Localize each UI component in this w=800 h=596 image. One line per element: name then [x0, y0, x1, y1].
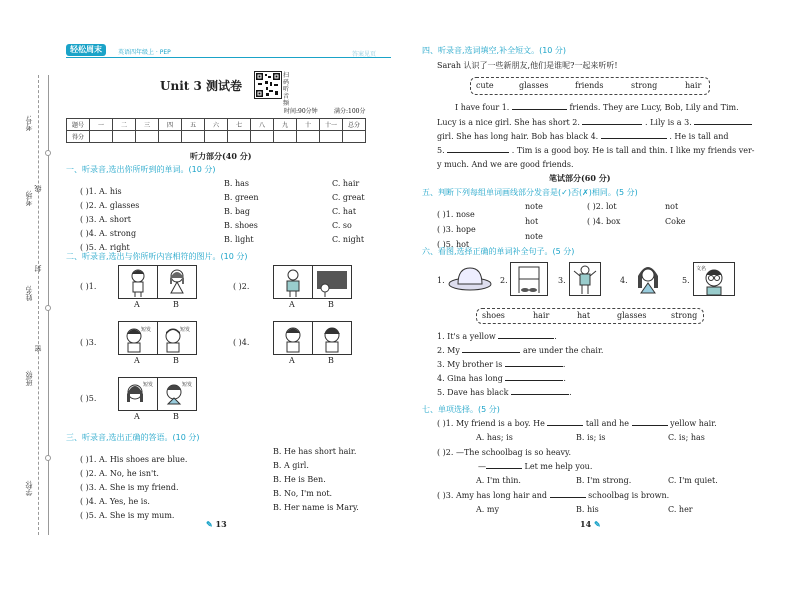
sentence-text: .	[563, 374, 566, 383]
score-input-cell[interactable]	[113, 131, 136, 143]
leaf-icon: ✎	[593, 519, 601, 529]
passage-line-2	[437, 118, 752, 127]
label-name: 姓名:	[25, 285, 33, 302]
question-text: Let me help you.	[524, 462, 593, 471]
passage-text: I have four 1.	[455, 103, 510, 112]
answer-blank[interactable]	[505, 380, 563, 381]
passage-text: Lucy is a nice girl. She has short 2.	[437, 118, 580, 127]
list-item	[437, 232, 737, 247]
sentence-text: 4. Gina has long	[437, 374, 503, 383]
choice-b[interactable]: B. Her name is Mary.	[273, 503, 359, 512]
hat-icon	[447, 262, 493, 294]
question-choice-a[interactable]: ( )4. A. strong	[80, 229, 137, 238]
compare-word: note	[525, 202, 543, 211]
blank-field-3[interactable]	[694, 124, 752, 125]
word-option: shoes	[482, 311, 505, 320]
qr-pattern	[255, 72, 281, 98]
score-cell: 七	[228, 119, 251, 131]
list-item	[80, 475, 390, 492]
word-option: friends	[575, 81, 604, 90]
answer-blank[interactable]	[498, 338, 554, 339]
picture-5a[interactable]	[118, 377, 158, 411]
section-4-intro: Sarah 认识了一些新朋友,他们是谁呢?一起来听听!	[437, 61, 618, 70]
option-b[interactable]: B. I'm strong.	[576, 476, 632, 485]
sentence-item	[437, 346, 737, 360]
exam-score: 满分:100分	[334, 108, 366, 115]
score-cell: 得分	[67, 131, 90, 143]
page-title: Unit 3 测试卷	[160, 79, 242, 93]
picture-4a[interactable]	[273, 321, 313, 355]
blank-field-2[interactable]	[582, 124, 642, 125]
label-b: B	[328, 300, 334, 309]
choice-b[interactable]: B. He has short hair.	[273, 447, 357, 456]
brand-name: 轻松周末	[70, 45, 102, 54]
strong-boy-icon	[570, 263, 600, 295]
choice-b[interactable]: B. No, I'm not.	[273, 489, 333, 498]
label-a: A	[134, 356, 140, 365]
girl-figure-icon	[158, 266, 196, 298]
passage-text: friends. They are Lucy, Bob, Lily and Tim.	[569, 103, 739, 112]
picture-question-1[interactable]: ( )1.	[80, 282, 97, 291]
answer-blank[interactable]	[632, 425, 668, 426]
compare-word: hot	[525, 217, 539, 226]
label-b: B	[328, 356, 334, 365]
speech-bubble: 短发	[180, 327, 191, 333]
choice-b[interactable]: B. shoes	[224, 221, 258, 230]
brand-logo	[66, 44, 106, 56]
page-number-left	[206, 519, 227, 529]
picture-1b[interactable]	[157, 265, 197, 299]
option-c[interactable]: C. her	[668, 505, 693, 514]
word-option: strong	[631, 81, 658, 90]
choice-c[interactable]: C. night	[332, 235, 365, 244]
pic-num-4: 4.	[620, 276, 628, 285]
binding-dash-line	[38, 75, 39, 535]
question-choice-a[interactable]: ( )1. A. His shoes are blue.	[80, 455, 188, 464]
speech-bubble: 短发	[141, 327, 152, 333]
answer-blank[interactable]	[550, 497, 586, 498]
question-text: yellow hair.	[670, 419, 717, 428]
picture-question-5[interactable]: ( )5.	[80, 394, 97, 403]
label-a: A	[289, 356, 295, 365]
question-choice-a[interactable]: ( )3. A. She is my friend.	[80, 483, 179, 492]
section-4-title: 四、听录音,选词填空,补全短文。(10 分)	[422, 46, 567, 55]
list-item	[80, 503, 390, 520]
speech-bubble: 短发	[143, 382, 154, 388]
choice-b[interactable]: B. He is Ben.	[273, 475, 326, 484]
question-choice-a[interactable]: ( )4. A. Yes, he is.	[80, 497, 150, 506]
answer-blank[interactable]	[505, 366, 563, 367]
qr-code	[254, 71, 282, 99]
strong-picture	[569, 262, 601, 296]
sentence-text: are under the chair.	[522, 346, 604, 355]
list-item	[80, 235, 390, 252]
boy-face-icon	[313, 322, 351, 354]
question-text: ( )3. Amy has long hair and	[437, 491, 548, 500]
score-cell: 十一	[320, 119, 343, 131]
word-option: hair	[685, 81, 702, 90]
compare-word: not	[665, 202, 679, 211]
score-input-cell[interactable]	[251, 131, 274, 143]
list-item	[80, 447, 390, 464]
pic-num-2: 2.	[500, 276, 508, 285]
page-number-right	[580, 519, 601, 529]
label-exam-room: 考场:	[25, 190, 33, 207]
shoes-picture	[510, 262, 548, 296]
judge-item[interactable]: ( )5. hot	[437, 240, 470, 249]
choice-c[interactable]: C. great	[332, 193, 365, 202]
section-3-title: 三、听录音,选出正确的答语。(10 分)	[66, 433, 200, 442]
choice-b[interactable]: B. has	[224, 179, 249, 188]
sentence-item	[437, 388, 737, 402]
binding-hole	[45, 150, 51, 156]
cut-mark-line: 线	[34, 185, 42, 192]
list-item	[80, 221, 390, 238]
glasses-picture	[693, 262, 735, 296]
score-cell: 题号	[67, 119, 90, 131]
score-input-cell[interactable]	[205, 131, 228, 143]
judge-item[interactable]: ( )2. lot	[587, 202, 617, 211]
label-b: B	[173, 412, 179, 421]
judge-item[interactable]: ( )4. box	[587, 217, 621, 226]
compare-word: Coke	[665, 217, 686, 226]
mc-question-1	[437, 419, 717, 428]
question-text: schoolbag is brown.	[588, 491, 670, 500]
section-6-sentences	[437, 332, 737, 402]
label-a: A	[134, 412, 140, 421]
list-item	[437, 202, 737, 217]
score-input-cell[interactable]	[320, 131, 343, 143]
section-1-title: 一、听录音,选出你所听到的单词。(10 分)	[66, 165, 216, 174]
chair-shoes-icon	[511, 263, 547, 295]
mc-options-3	[476, 505, 736, 517]
compare-word: note	[525, 232, 543, 241]
label-a: A	[289, 300, 295, 309]
option-c[interactable]: C. I'm quiet.	[668, 476, 718, 485]
leaf-icon: ✎	[206, 519, 213, 529]
page-number: 13	[215, 519, 227, 529]
score-cell: 五	[182, 119, 205, 131]
speech-bubble: 短发	[182, 382, 193, 388]
score-cell: 十	[297, 119, 320, 131]
picture-2a[interactable]	[273, 265, 313, 299]
section-7-title: 七、单项选择。(5 分)	[422, 405, 500, 414]
passage-text: 5.	[437, 146, 445, 155]
girl-long-hair-icon	[631, 262, 665, 294]
written-part-title: 笔试部分(60 分)	[549, 173, 611, 183]
blank-field-4[interactable]	[601, 138, 667, 139]
score-input-cell[interactable]	[228, 131, 251, 143]
question-choice-a[interactable]: ( )5. A. She is my mum.	[80, 511, 175, 520]
sentence-text: 3. My brother is	[437, 360, 503, 369]
blank-field-1[interactable]	[512, 109, 567, 110]
answer-blank[interactable]	[462, 352, 520, 353]
choice-c[interactable]: C. so	[332, 221, 352, 230]
word-option: cute	[476, 81, 494, 90]
sentence-text: .	[569, 388, 572, 397]
question-choice-a[interactable]: ( )5. A. right	[80, 243, 130, 252]
score-cell: 三	[136, 119, 159, 131]
judge-item[interactable]: ( )3. hope	[437, 225, 476, 234]
option-b[interactable]: B. is; is	[576, 433, 606, 442]
binding-hole	[45, 305, 51, 311]
question-choice-a[interactable]: ( )2. A. glasses	[80, 201, 140, 210]
label-b: B	[173, 356, 179, 365]
word-bank-6	[476, 308, 704, 324]
question-choice-a[interactable]: ( )3. A. short	[80, 215, 131, 224]
sentence-text: 5. Dave has black	[437, 388, 509, 397]
score-cell: 二	[113, 119, 136, 131]
score-input-cell[interactable]	[274, 131, 297, 143]
passage-line-1	[455, 103, 739, 112]
picture-3b[interactable]	[157, 321, 197, 355]
section-1-list	[80, 179, 390, 252]
sentence-item	[437, 374, 737, 388]
list-item	[80, 207, 390, 224]
score-cell: 一	[90, 119, 113, 131]
section-5-title: 五、判断下列每组单词画线部分发音是(✓)否(✗)相同。(5 分)	[422, 188, 638, 197]
score-cell: 六	[205, 119, 228, 131]
score-cell: 总分	[343, 119, 366, 131]
word-option: glasses	[617, 311, 647, 320]
option-b[interactable]: B. his	[576, 505, 599, 514]
blank-field-5[interactable]	[447, 152, 509, 153]
word-option: hair	[533, 311, 550, 320]
picture-question-3[interactable]: ( )3.	[80, 338, 97, 347]
mc-question-3	[437, 491, 669, 500]
section-6-title: 六、看图,选择正确的单词补全句子。(5 分)	[422, 247, 575, 256]
mc-options-2	[476, 476, 736, 488]
list-item	[437, 217, 737, 232]
score-table	[66, 118, 366, 143]
passage-text: . He is tall and	[669, 132, 729, 141]
boy-face-icon	[119, 322, 157, 354]
passage-text: y much. And we are good friends.	[437, 160, 574, 169]
word-option: glasses	[519, 81, 549, 90]
word-bank-4	[470, 77, 710, 95]
list-item	[80, 489, 390, 506]
hat-picture	[447, 262, 493, 294]
score-input-cell[interactable]	[343, 131, 366, 143]
choice-c[interactable]: C. hat	[332, 207, 357, 216]
cut-mark-seal: 封	[34, 265, 42, 272]
listening-part-title: 听力部分(40 分)	[190, 151, 252, 161]
pic-num-5: 5.	[682, 276, 690, 285]
judge-item[interactable]: ( )1. nose	[437, 210, 475, 219]
score-table-header-row	[67, 119, 366, 131]
choice-b[interactable]: B. bag	[224, 207, 250, 216]
question-text: tall and he	[585, 419, 630, 428]
sentence-text: 2. My	[437, 346, 460, 355]
header-rule	[66, 57, 391, 58]
blackboard-icon	[313, 266, 351, 298]
boy-face-icon	[158, 322, 196, 354]
qr-caption: 扫码听音频	[283, 72, 290, 107]
picture-2b[interactable]	[312, 265, 352, 299]
sentence-text: .	[562, 360, 566, 369]
passage-line-4	[437, 146, 755, 155]
binding-hole	[45, 455, 51, 461]
long-hair-picture	[631, 262, 665, 294]
boy-standing-icon	[274, 266, 312, 298]
boy-face-icon	[274, 322, 312, 354]
cut-mark-secret: 密	[34, 345, 42, 352]
mc-question-2-reply	[478, 462, 592, 471]
binding-strip	[0, 0, 60, 596]
picture-3a[interactable]	[118, 321, 158, 355]
option-a[interactable]: A. my	[476, 505, 499, 514]
picture-1a[interactable]	[118, 265, 158, 299]
sentence-item	[437, 360, 737, 374]
sentence-item	[437, 332, 737, 346]
passage-line-3	[437, 132, 729, 141]
answer-blank[interactable]	[486, 468, 522, 469]
speech-bubble: 文名	[696, 266, 707, 272]
choice-c[interactable]: C. hair	[332, 179, 360, 188]
picture-question-4[interactable]: ( )4.	[233, 338, 250, 347]
score-input-cell[interactable]	[159, 131, 182, 143]
option-c[interactable]: C. is; has	[668, 433, 705, 442]
mc-options-1	[476, 433, 736, 445]
section-2-title: 二、听录音,选出与你所听内容相符的图片。(10 分)	[66, 252, 248, 261]
question-text: ( )1. My friend is a boy. He	[437, 419, 545, 428]
sentence-text: .	[554, 332, 557, 341]
label-school: 学校:	[25, 480, 33, 497]
word-option: hat	[577, 311, 591, 320]
score-cell: 九	[274, 119, 297, 131]
answer-blank[interactable]	[547, 425, 583, 426]
choice-b[interactable]: B. green	[224, 193, 259, 202]
passage-text: . Lily is a 3.	[645, 118, 692, 127]
score-cell: 四	[159, 119, 182, 131]
question-choice-a[interactable]: ( )2. A. No, he isn't.	[80, 469, 159, 478]
answer-tag: 答案见页	[352, 51, 377, 58]
choice-b[interactable]: B. A girl.	[273, 461, 309, 470]
passage-text: . Tim is a good boy. He is tall and thin. I like my friends ver-	[511, 146, 755, 155]
book-title: 英语四年级上 · PEP	[118, 49, 171, 56]
section-5-list	[437, 202, 737, 247]
section-3-list	[80, 447, 390, 520]
boy-figure-icon	[119, 266, 157, 298]
list-item	[80, 179, 390, 196]
word-option: strong	[671, 311, 698, 320]
option-a[interactable]: A. I'm thin.	[476, 476, 521, 485]
pic-num-3: 3.	[558, 276, 566, 285]
picture-5b[interactable]	[157, 377, 197, 411]
choice-b[interactable]: B. light	[224, 235, 254, 244]
score-input-cell[interactable]	[182, 131, 205, 143]
label-class: 班级:	[25, 370, 33, 387]
passage-text: girl. She has long hair. Bob has black 4.	[437, 132, 599, 141]
option-a[interactable]: A. has; is	[476, 433, 513, 442]
mc-question-2: ( )2. —The schoolbag is so heavy.	[437, 448, 572, 457]
pic-num-1: 1.	[437, 276, 445, 285]
passage-line-5	[437, 160, 574, 169]
sentence-text: 1. It's a yellow	[437, 332, 496, 341]
score-input-cell[interactable]	[136, 131, 159, 143]
exam-time: 时间:90分钟	[284, 108, 318, 115]
question-text: —	[478, 462, 486, 471]
label-b: B	[173, 300, 179, 309]
answer-blank[interactable]	[511, 394, 569, 395]
score-input-cell[interactable]	[297, 131, 320, 143]
score-input-cell[interactable]	[90, 131, 113, 143]
label-a: A	[134, 300, 140, 309]
page-number: 14	[580, 519, 592, 529]
label-exam-no: 考号:	[25, 115, 33, 132]
list-item	[80, 193, 390, 210]
score-cell: 八	[251, 119, 274, 131]
picture-question-2[interactable]: ( )2.	[233, 282, 250, 291]
list-item	[80, 461, 390, 478]
picture-4b[interactable]	[312, 321, 352, 355]
question-choice-a[interactable]: ( )1. A. his	[80, 187, 122, 196]
score-table-score-row	[67, 131, 366, 143]
